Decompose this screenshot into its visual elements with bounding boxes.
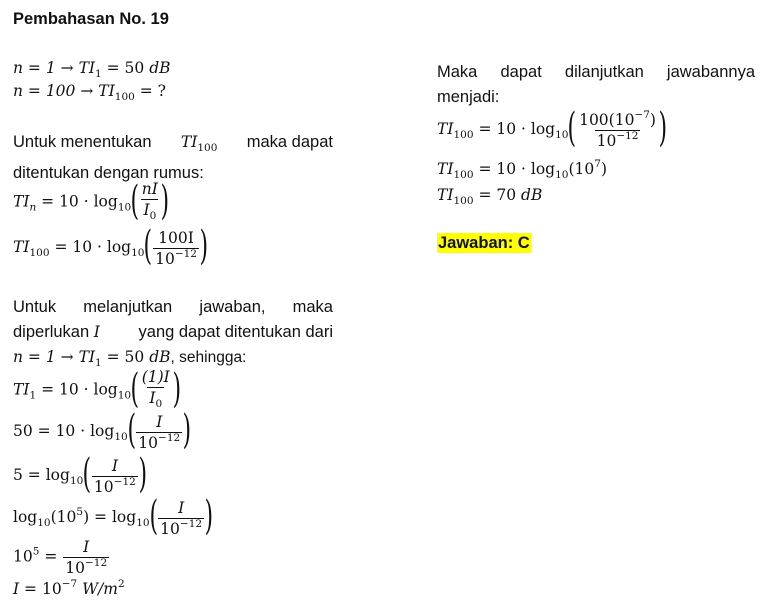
page-title: Pembahasan No. 19 bbox=[13, 10, 169, 28]
paragraph-3: Maka dapat dilanjutkan jawabannya menjadi: bbox=[437, 63, 755, 106]
result-1: $TI_{100} = 10 \cdot \log_{10}$ ( $\frac{100(10^{-7})}{10^{-12}}$ ) bbox=[437, 105, 668, 151]
formula-general: $TI_n = 10 \cdot \log_{10}$ ( $\frac{nI}{I_0}$ ) bbox=[13, 177, 170, 224]
given-line-1: $n = 1 \to TI_1 = 50$ dB bbox=[13, 59, 171, 80]
step-6: $I = 10^{-7}$ $W/m^2$ bbox=[13, 578, 125, 598]
formula-100: $TI_{100} = 10 \cdot \log_{10}$ ( $\frac{100I}{10^{-12}}$ ) bbox=[13, 223, 209, 269]
result-2: $TI_{100} = 10 \cdot \log_{10}(10^7)$ bbox=[437, 158, 607, 181]
step-3: $5 = \log_{10}$ ( $\frac{I}{10^{-12}}$ ) bbox=[13, 451, 147, 497]
step-4: $\log_{10}(10^5) = \log_{10}$ ( $\frac{I}{10^{-12}}$ ) bbox=[13, 493, 214, 539]
step-5: $10^5$ = $\frac{I}{10^{-12}}$ bbox=[13, 538, 108, 577]
result-3: $TI_{100} = 70$ dB bbox=[437, 186, 543, 207]
paragraph-2: Untuk melanjutkan jawaban, maka diperlukan I yang dapat ditentukan dari $n = 1 \to TI_1 = 50$ dB, sehingga: bbox=[13, 298, 333, 369]
given-line-2: $n = 100 \to TI_{100}$ = ? bbox=[13, 82, 166, 103]
paragraph-1: Untuk menentukan $TI_{100}$ maka dapat ditentukan dengan rumus: bbox=[13, 133, 333, 182]
step-2: $50 = 10 \cdot \log_{10}$ ( $\frac{I}{10^{-12}}$ ) bbox=[13, 407, 192, 453]
answer-highlight: Jawaban: C bbox=[438, 234, 530, 252]
step-1: $TI_1 = 10 \cdot \log_{10}$ ( $\frac{(1)I}{I_0}$ ) bbox=[13, 365, 181, 412]
